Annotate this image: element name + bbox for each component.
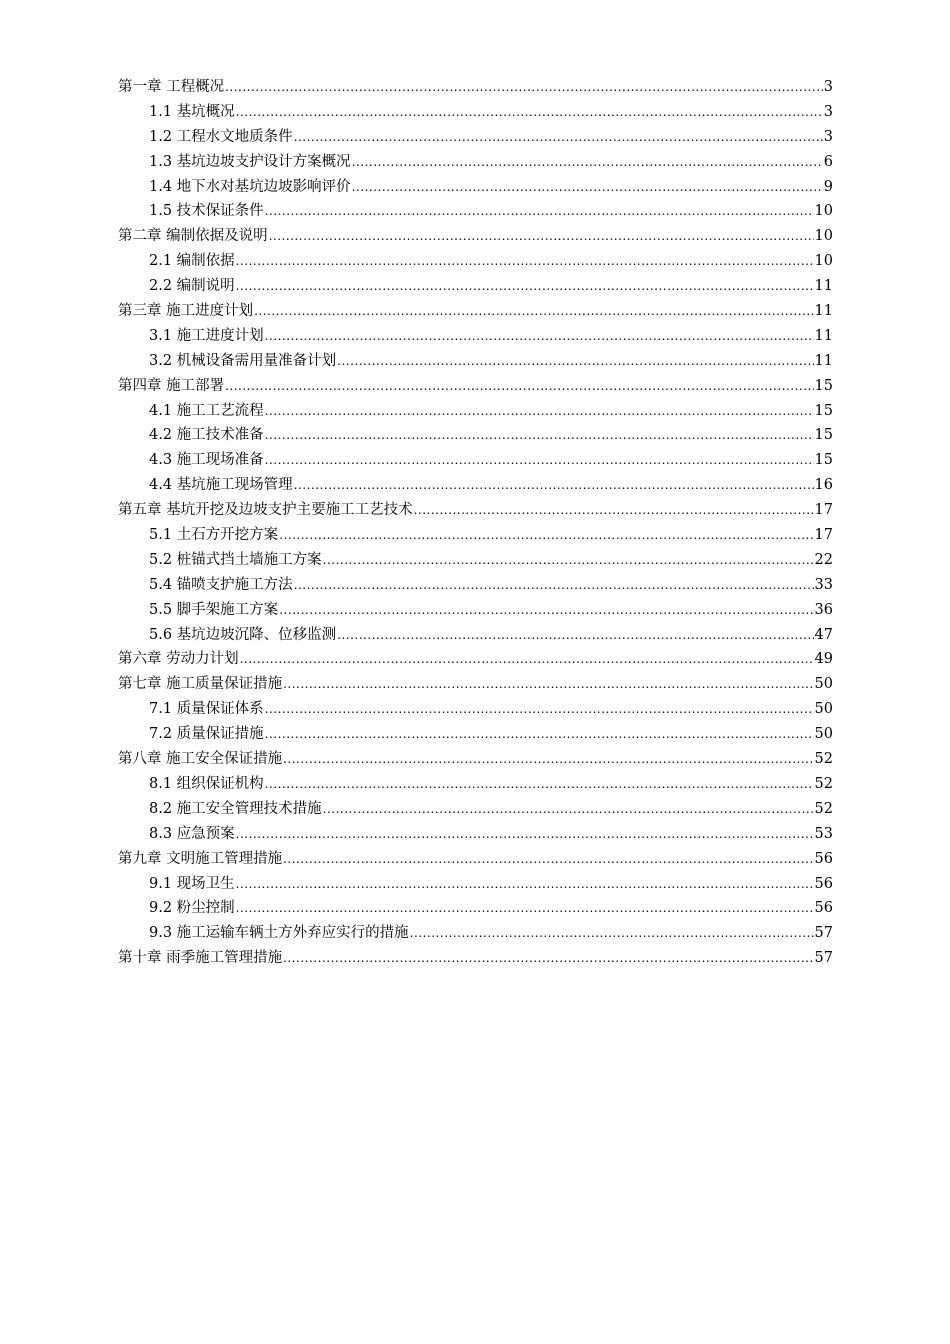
toc-entry-title: 5.2 桩锚式挡土墙施工方案 [149, 551, 322, 568]
toc-entry-title: 5.1 土石方开挖方案 [149, 527, 279, 544]
toc-dot-leader [254, 299, 813, 324]
toc-chapter-entry[interactable] [118, 847, 833, 872]
toc-dot-leader [265, 324, 814, 349]
toc-page-number: 22 [814, 551, 833, 568]
toc-entry-title: 9.2 粉尘控制 [149, 900, 235, 917]
toc-dot-leader [352, 175, 823, 200]
toc-section-entry[interactable] [118, 274, 833, 299]
toc-dot-leader [410, 921, 814, 946]
toc-dot-leader [279, 598, 813, 623]
toc-chapter-entry[interactable] [118, 498, 833, 523]
toc-section-entry[interactable] [118, 150, 833, 175]
toc-dot-leader [265, 772, 814, 797]
toc-entry-title: 1.5 技术保证条件 [149, 203, 264, 220]
toc-section-entry[interactable] [118, 100, 833, 125]
toc-entry-title: 第九章 文明施工管理措施 [118, 850, 283, 867]
toc-entry-title: 第五章 基坑开挖及边坡支护主要施工工艺技术 [118, 502, 413, 519]
toc-section-entry[interactable] [118, 249, 833, 274]
toc-page-number: 10 [814, 253, 833, 270]
toc-entry-title: 第一章 工程概况 [118, 79, 225, 95]
toc-page-number: 57 [814, 950, 833, 967]
toc-chapter-entry[interactable] [118, 299, 833, 324]
toc-entry-title: 第二章 编制依据及说明 [118, 228, 268, 245]
toc-entry-title: 第八章 施工安全保证措施 [118, 751, 283, 768]
table-of-contents [118, 75, 833, 971]
toc-section-entry[interactable] [118, 921, 833, 946]
toc-dot-leader [265, 448, 814, 473]
toc-entry-title: 第六章 劳动力计划 [118, 651, 239, 668]
toc-dot-leader [283, 672, 813, 697]
toc-section-entry[interactable] [118, 623, 833, 648]
toc-dot-leader [265, 697, 814, 722]
toc-section-entry[interactable] [118, 175, 833, 200]
toc-entry-title: 1.1 基坑概况 [149, 103, 235, 120]
toc-page-number: 3 [823, 79, 833, 95]
toc-section-entry[interactable] [118, 797, 833, 822]
toc-page-number: 6 [823, 153, 833, 170]
toc-chapter-entry[interactable] [118, 672, 833, 697]
toc-page-number: 16 [814, 477, 833, 494]
toc-section-entry[interactable] [118, 199, 833, 224]
toc-section-entry[interactable] [118, 722, 833, 747]
toc-page-number: 33 [814, 576, 833, 593]
toc-page-number: 10 [814, 228, 833, 245]
toc-page-number: 53 [814, 825, 833, 842]
toc-page-number: 17 [814, 502, 833, 519]
toc-entry-title: 5.5 脚手架施工方案 [149, 601, 279, 618]
toc-dot-leader [414, 498, 814, 523]
toc-entry-title: 1.4 地下水对基坑边坡影响评价 [149, 178, 351, 195]
toc-section-entry[interactable] [118, 523, 833, 548]
toc-section-entry[interactable] [118, 573, 833, 598]
toc-page-number: 47 [814, 626, 833, 643]
toc-page-number: 49 [814, 651, 833, 668]
toc-section-entry[interactable] [118, 423, 833, 448]
toc-entry-title: 第十章 雨季施工管理措施 [118, 950, 283, 967]
toc-dot-leader [236, 872, 814, 897]
toc-chapter-entry[interactable] [118, 747, 833, 772]
toc-page-number: 17 [814, 527, 833, 544]
toc-page-number: 50 [814, 726, 833, 743]
toc-dot-leader [294, 125, 823, 150]
toc-section-entry[interactable] [118, 598, 833, 623]
toc-entry-title: 4.3 施工现场准备 [149, 452, 264, 469]
toc-section-entry[interactable] [118, 697, 833, 722]
toc-page-number: 52 [814, 751, 833, 768]
toc-dot-leader [236, 822, 814, 847]
toc-dot-leader [279, 523, 813, 548]
toc-entry-title: 2.2 编制说明 [149, 278, 235, 295]
toc-dot-leader [352, 150, 823, 175]
toc-page-number: 50 [814, 701, 833, 718]
toc-entry-title: 4.1 施工工艺流程 [149, 402, 264, 419]
toc-dot-leader [236, 896, 814, 921]
toc-page-number: 10 [814, 203, 833, 220]
toc-dot-leader [323, 548, 814, 573]
toc-page-number: 15 [814, 402, 833, 419]
toc-page-number: 11 [814, 303, 833, 320]
toc-page-number: 57 [814, 925, 833, 942]
toc-dot-leader [236, 100, 823, 125]
toc-page-number: 36 [814, 601, 833, 618]
toc-entry-title: 1.2 工程水文地质条件 [149, 128, 293, 145]
toc-chapter-entry[interactable] [118, 647, 833, 672]
toc-dot-leader [323, 797, 814, 822]
toc-entry-title: 第七章 施工质量保证措施 [118, 676, 283, 693]
toc-section-entry[interactable] [118, 324, 833, 349]
toc-entry-title: 第四章 施工部署 [118, 377, 225, 394]
toc-dot-leader [265, 399, 814, 424]
toc-page-number: 15 [814, 377, 833, 394]
toc-chapter-entry[interactable] [118, 946, 833, 971]
toc-entry-title: 4.2 施工技术准备 [149, 427, 264, 444]
toc-entry-title: 8.3 应急预案 [149, 825, 235, 842]
toc-dot-leader [337, 349, 813, 374]
toc-entry-title: 9.3 施工运输车辆土方外弃应实行的措施 [149, 925, 409, 942]
toc-dot-leader [225, 75, 823, 100]
toc-section-entry[interactable] [118, 399, 833, 424]
toc-entry-title: 第三章 施工进度计划 [118, 303, 254, 320]
toc-page-number: 15 [814, 427, 833, 444]
toc-page-number: 56 [814, 850, 833, 867]
toc-dot-leader [265, 199, 814, 224]
toc-section-entry[interactable] [118, 822, 833, 847]
toc-section-entry[interactable] [118, 125, 833, 150]
toc-dot-leader [240, 647, 814, 672]
toc-section-entry[interactable] [118, 896, 833, 921]
toc-dot-leader [294, 473, 814, 498]
toc-dot-leader [337, 623, 813, 648]
toc-section-entry[interactable] [118, 772, 833, 797]
toc-page-number: 56 [814, 875, 833, 892]
toc-entry-title: 9.1 现场卫生 [149, 875, 235, 892]
toc-dot-leader [265, 722, 814, 747]
toc-dot-leader [283, 747, 813, 772]
toc-dot-leader [236, 249, 814, 274]
toc-dot-leader [236, 274, 814, 299]
toc-page-number: 3 [823, 128, 833, 145]
toc-entry-title: 7.1 质量保证体系 [149, 701, 264, 718]
toc-section-entry[interactable] [118, 448, 833, 473]
toc-page-number: 11 [814, 327, 833, 344]
toc-page-number: 52 [814, 800, 833, 817]
toc-dot-leader [269, 224, 814, 249]
toc-entry-title: 1.3 基坑边坡支护设计方案概况 [149, 153, 351, 170]
toc-chapter-entry[interactable] [118, 75, 833, 100]
toc-entry-title: 8.2 施工安全管理技术措施 [149, 800, 322, 817]
toc-page-number: 11 [814, 352, 833, 369]
toc-page-number: 50 [814, 676, 833, 693]
toc-section-entry[interactable] [118, 473, 833, 498]
toc-page-number: 56 [814, 900, 833, 917]
toc-page-number: 3 [823, 103, 833, 120]
toc-entry-title: 4.4 基坑施工现场管理 [149, 477, 293, 494]
toc-section-entry[interactable] [118, 349, 833, 374]
toc-entry-title: 5.6 基坑边坡沉降、位移监测 [149, 626, 337, 643]
toc-dot-leader [225, 374, 813, 399]
toc-entry-title: 8.1 组织保证机构 [149, 775, 264, 792]
toc-chapter-entry[interactable] [118, 224, 833, 249]
toc-entry-title: 7.2 质量保证措施 [149, 726, 264, 743]
toc-page-number: 52 [814, 775, 833, 792]
toc-dot-leader [294, 573, 814, 598]
toc-entry-title: 3.2 机械设备需用量准备计划 [149, 352, 337, 369]
toc-page-number: 9 [823, 178, 833, 195]
toc-section-entry[interactable] [118, 872, 833, 897]
toc-entry-title: 5.4 锚喷支护施工方法 [149, 576, 293, 593]
toc-section-entry[interactable] [118, 548, 833, 573]
toc-entry-title: 3.1 施工进度计划 [149, 327, 264, 344]
toc-entry-title: 2.1 编制依据 [149, 253, 235, 270]
toc-chapter-entry[interactable] [118, 374, 833, 399]
toc-page-number: 11 [814, 278, 833, 295]
toc-dot-leader [265, 423, 814, 448]
toc-dot-leader [283, 847, 813, 872]
toc-dot-leader [283, 946, 813, 971]
toc-page-number: 15 [814, 452, 833, 469]
